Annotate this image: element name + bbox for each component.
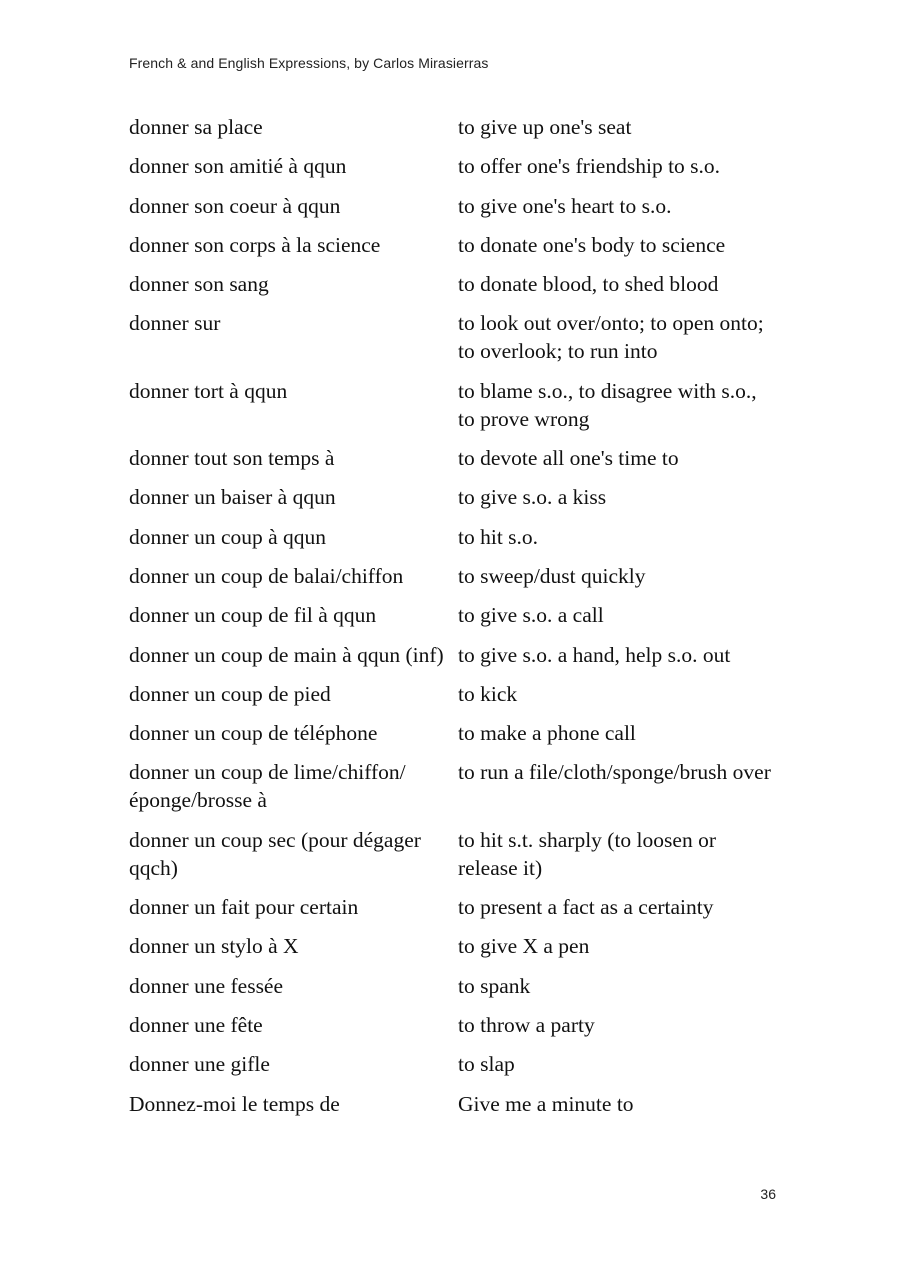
list-item [129,932,789,960]
english-translation: to hit s.o. [458,524,539,549]
list-item [129,270,789,298]
french-expression: donner tout son temps à [129,446,335,471]
list-item [129,1050,789,1078]
list-item [129,152,789,180]
french-expression: donner sur [129,311,221,336]
french-expression: donner tort à qqun [129,378,288,403]
list-item [129,523,789,551]
list-item [129,680,789,708]
list-item [129,192,789,220]
list-item [129,641,789,669]
english-translation: to present a fact as a certainty [458,895,714,920]
list-item [129,1011,789,1039]
french-expression: donner une fessée [129,973,284,998]
english-translation: to look out over/onto; to open onto; to overlook; to run into [458,311,764,364]
english-translation: to hit s.t. sharply (to loosen or release it) [458,827,716,880]
french-expression: donner une gifle [129,1052,270,1077]
list-item [129,826,789,882]
french-expression: donner un coup de main à qqun (inf) [129,642,444,667]
list-item [129,562,789,590]
french-expression: Donnez-moi le temps de [129,1091,340,1116]
english-translation: to devote all one's time to [458,446,679,471]
french-expression: donner un baiser à qqun [129,485,336,510]
english-translation: to slap [458,1052,515,1077]
english-translation: to throw a party [458,1012,595,1037]
list-item [129,309,789,365]
english-translation: to donate one's body to science [458,232,726,257]
english-translation: to sweep/dust quickly [458,563,646,588]
english-translation: to donate blood, to shed blood [458,272,719,297]
english-translation: to kick [458,681,518,706]
french-expression: donner un coup à qqun [129,524,327,549]
list-item [129,1090,789,1118]
page-number: 36 [760,1186,776,1202]
list-item [129,444,789,472]
french-expression: donner sa place [129,115,263,139]
list-item [129,231,789,259]
english-translation: to run a file/cloth/sponge/brush over [458,760,771,785]
french-expression: donner un coup de téléphone [129,721,378,746]
french-expression: donner un coup de pied [129,681,331,706]
french-expression: donner un coup de balai/chiffon [129,563,404,588]
english-translation: to offer one's friendship to s.o. [458,154,721,179]
english-translation: to give s.o. a hand, help s.o. out [458,642,731,667]
english-translation: to give one's heart to s.o. [458,193,672,218]
french-expression: donner un coup de fil à qqun [129,603,377,628]
french-expression: donner son corps à la science [129,232,381,257]
english-translation: Give me a minute to [458,1091,634,1116]
english-translation: to give X a pen [458,934,590,959]
french-expression: donner son amitié à qqun [129,154,347,179]
english-translation: to give up one's seat [458,115,632,139]
expression-list [129,113,789,1129]
french-expression: donner son sang [129,272,269,297]
french-expression: donner un stylo à X [129,934,299,959]
list-item [129,719,789,747]
english-translation: to blame s.o., to disagree with s.o., to prove wrong [458,378,757,431]
french-expression: donner un coup sec (pour dégager qqch) [129,827,421,880]
english-translation: to give s.o. a kiss [458,485,607,510]
list-item [129,113,789,141]
list-item [129,377,789,433]
french-expression: donner un fait pour certain [129,895,359,920]
running-header: French & and English Expressions, by Carlos Mirasierras [129,55,489,71]
french-expression: donner son coeur à qqun [129,193,341,218]
list-item [129,601,789,629]
list-item [129,483,789,511]
english-translation: to make a phone call [458,721,636,746]
list-item [129,758,789,814]
list-item [129,972,789,1000]
french-expression: donner un coup de lime/chiffon/éponge/brosse à [129,760,406,813]
french-expression: donner une fête [129,1012,263,1037]
english-translation: to give s.o. a call [458,603,604,628]
english-translation: to spank [458,973,531,998]
list-item [129,893,789,921]
